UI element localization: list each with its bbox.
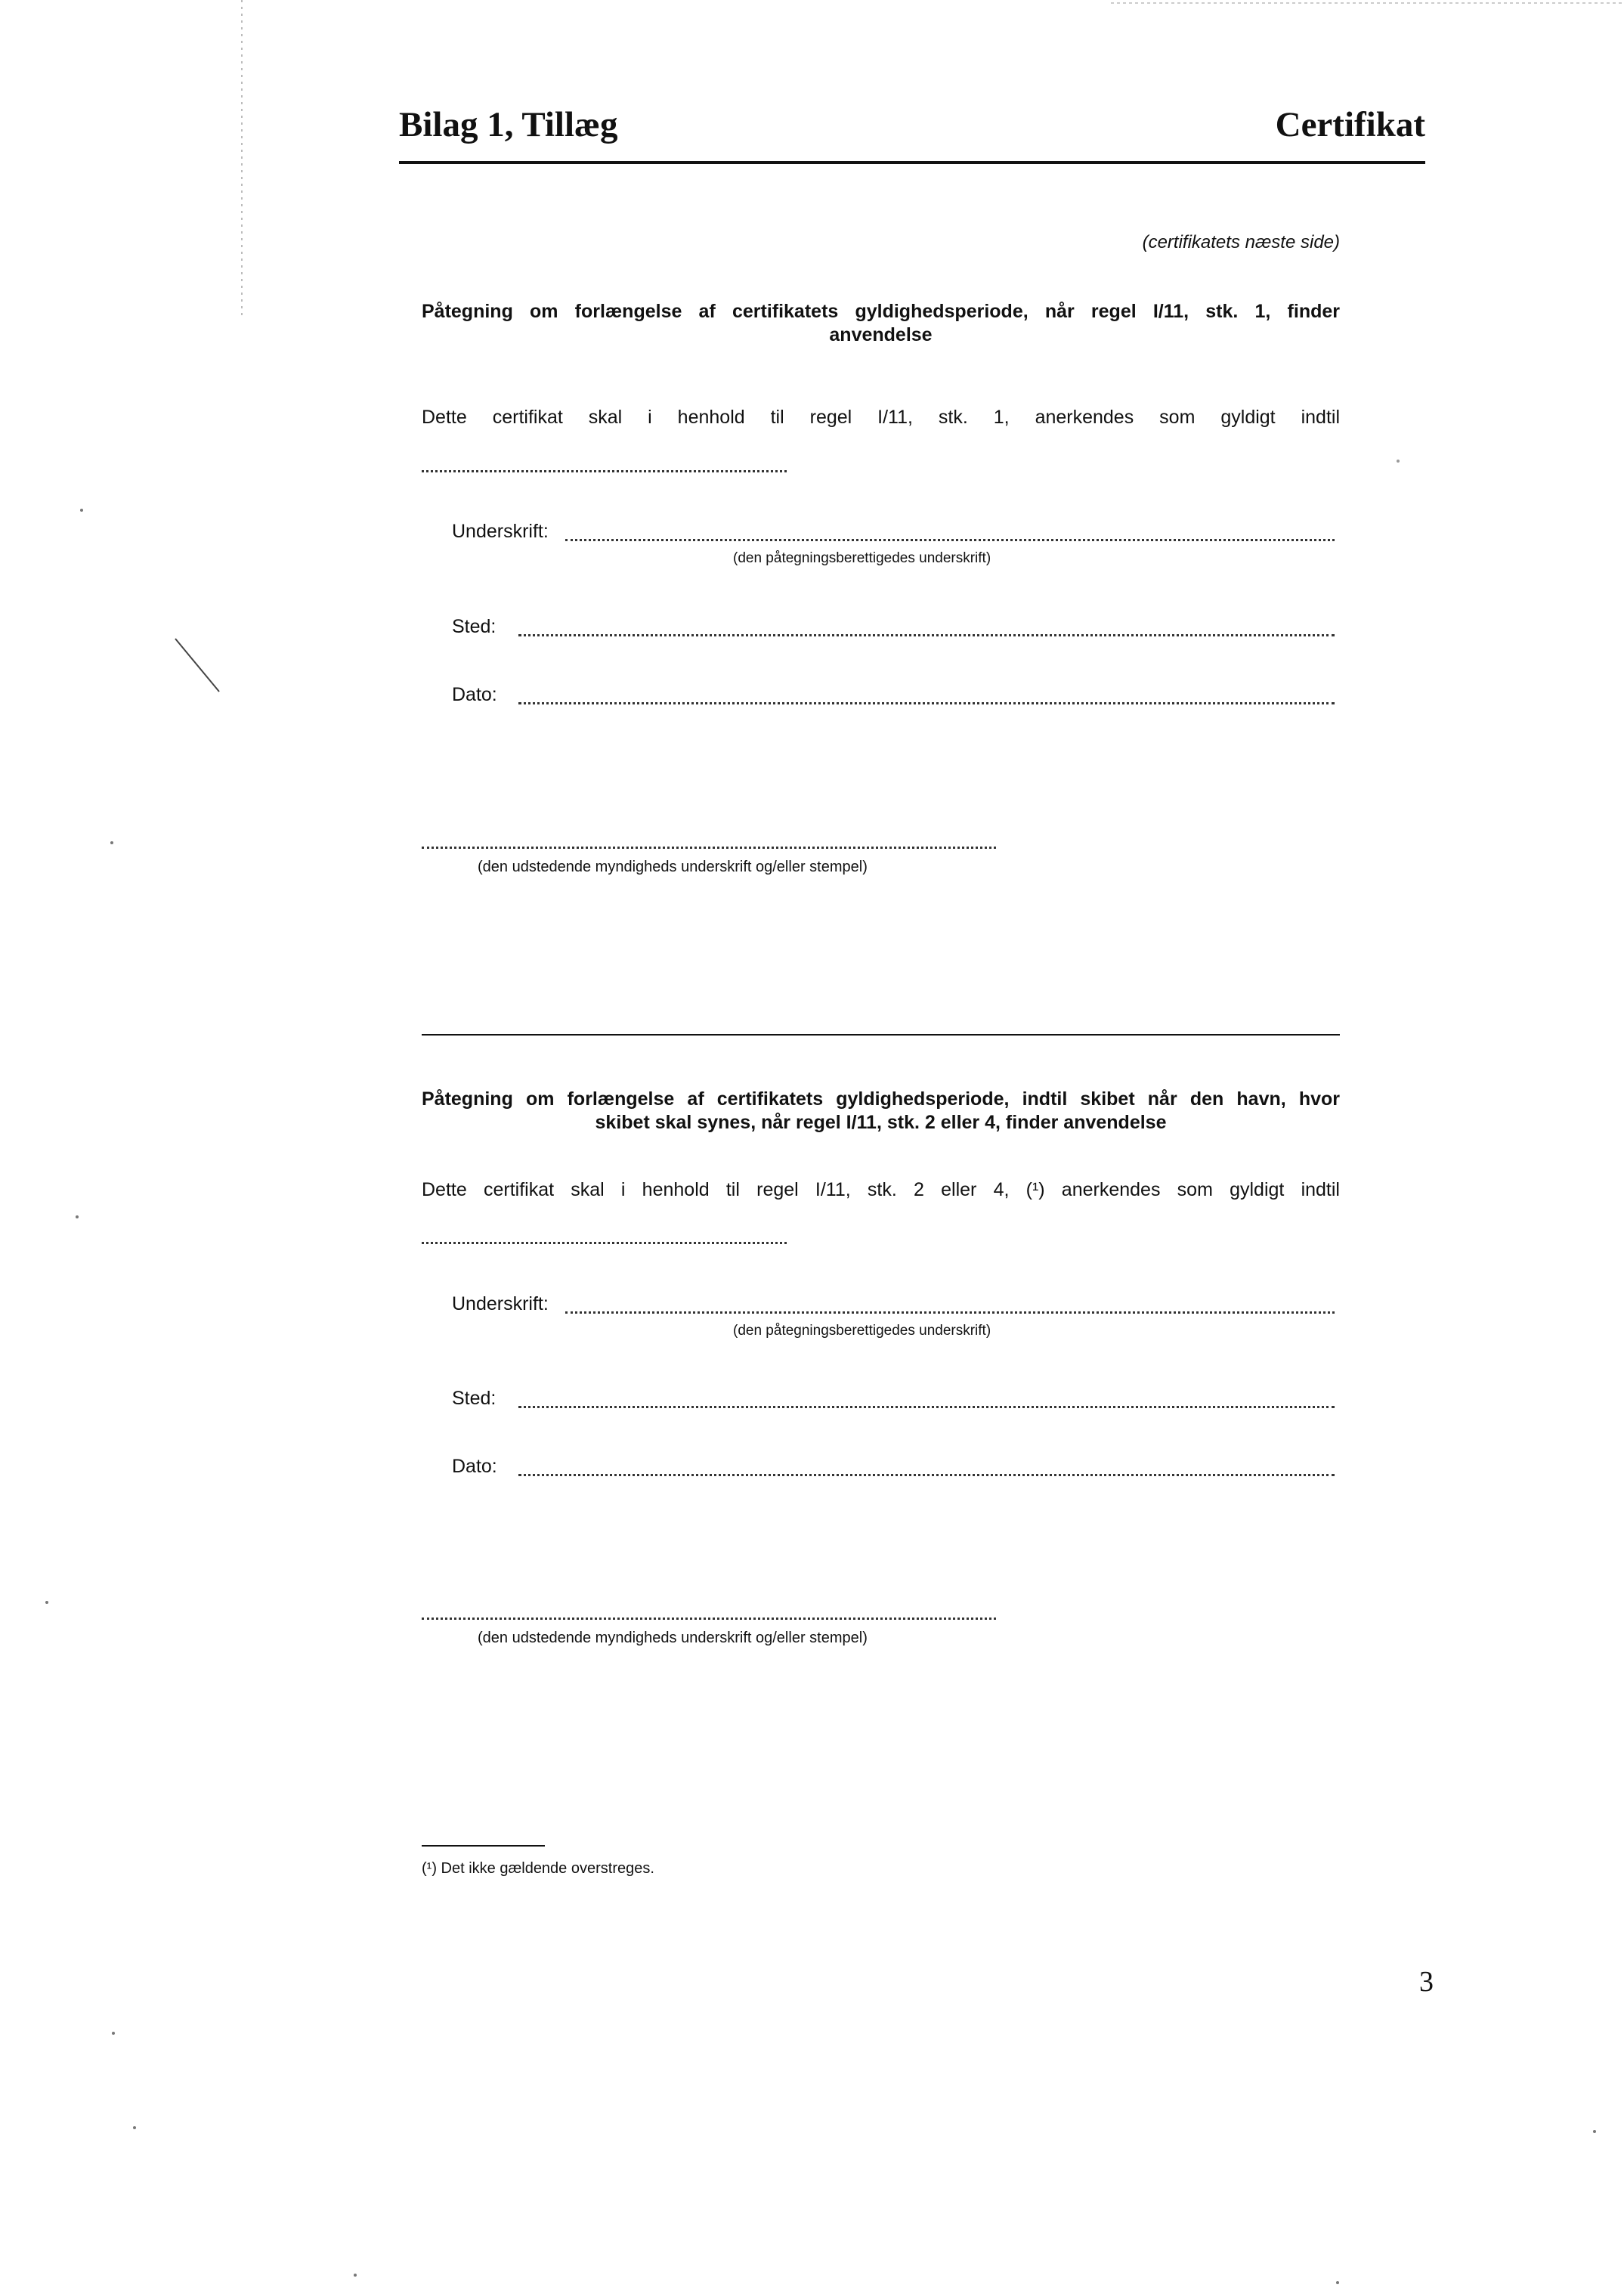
section-1-statement: Dette certifikat skal i henhold til regel I/11, stk. 1, anerkendes som gyldigt indtil [422,407,1340,428]
section-1-place-label: Sted: [452,616,496,637]
scan-speck [112,2032,115,2035]
section-1-title-line2: anvendelse [829,324,933,345]
section-2-statement: Dette certifikat skal i henhold til regel I/11, stk. 2 eller 4, (¹) anerkendes som gyldigt indtil [422,1179,1340,1200]
section-1-signature-caption: (den påtegningsberettigedes underskrift) [733,550,991,566]
section-1-date-label: Dato: [452,684,497,705]
section-2-date-label: Dato: [452,1456,497,1477]
section-2-title-line1: Påtegning om forlængelse af certifikatets gyldighedsperiode, indtil skibet når den havn, hvor [422,1088,1340,1110]
section-1-authority-caption: (den udstedende myndigheds underskrift og/eller stempel) [478,859,868,875]
scan-speck [110,841,113,844]
next-page-note: (certifikatets næste side) [1142,232,1340,252]
scan-speck [1397,460,1400,463]
footnote: (¹) Det ikke gældende overstreges. [422,1860,654,1877]
section-2-title-line2: skibet skal synes, når regel I/11, stk. 2 eller 4, finder anvendelse [595,1112,1167,1133]
scan-speck [1336,2281,1339,2284]
section-1-title-line1: Påtegning om forlængelse af certifikatets gyldighedsperiode, når regel I/11, stk. 1, finder [422,301,1340,322]
section-1-signature-label: Underskrift: [452,521,549,542]
scan-speck [133,2126,136,2129]
section-2-authority-caption: (den udstedende myndigheds underskrift og/eller stempel) [478,1630,868,1646]
section-2-signature-caption: (den påtegningsberettigedes underskrift) [733,1323,991,1339]
scan-speck [80,509,83,512]
section-2-place-label: Sted: [452,1388,496,1409]
page-number: 3 [1419,1966,1434,1998]
scan-speck [354,2274,357,2277]
scan-speck [1593,2130,1596,2133]
scan-stroke-mark [175,639,219,692]
section-2-signature-label: Underskrift: [452,1293,549,1314]
scan-speck [45,1601,48,1604]
header-right-title: Certifikat [1275,105,1425,144]
header-left-title: Bilag 1, Tillæg [399,105,618,144]
scan-speck [76,1215,79,1218]
